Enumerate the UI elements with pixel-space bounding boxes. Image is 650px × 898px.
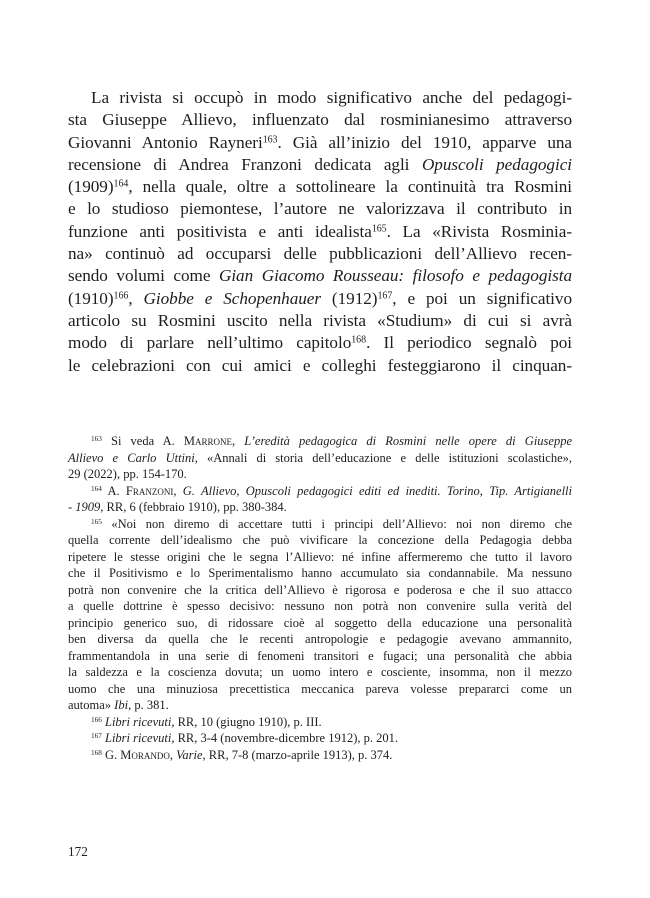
book-title: L’eredità pedagogica di Rosmini nelle opere di Giuseppe bbox=[244, 434, 572, 448]
text-run: a quelle dottrine è spesso decisivo: nessuno non potrà non convenire sulla verità del bbox=[68, 599, 572, 613]
footnote-166 bbox=[68, 714, 572, 731]
text-run: (1909) bbox=[68, 177, 114, 197]
text-run: . La «Rivista Rosminia- bbox=[386, 221, 573, 241]
text-run: articolo su Rosmini uscito nella rivista «Studium» di cui si avrà bbox=[68, 310, 572, 330]
footnote-ref[interactable]: 164 bbox=[113, 178, 129, 190]
text-run: e lo studioso piemontese, l’autore ne valorizzava il contributo in bbox=[68, 199, 572, 219]
footnote-ref[interactable]: 167 bbox=[377, 290, 393, 302]
text-line bbox=[68, 176, 572, 198]
footnote-ref[interactable]: 165 bbox=[371, 223, 387, 235]
text-run: «Noi non diremo di accettare tutti i principi dell’Allievo: noi non diremo che bbox=[101, 516, 572, 531]
footnote-number: 163 bbox=[91, 435, 102, 444]
footnote-163 bbox=[68, 433, 572, 450]
text-run: , p. 381. bbox=[128, 698, 169, 712]
text-run: La rivista si occupò in modo significativo anche del pedagogi- bbox=[91, 88, 572, 107]
text-line bbox=[68, 288, 572, 310]
text-line bbox=[68, 198, 572, 220]
text-run: ripetere le stesse origini che le segna l’Allievo: né infine affermeremo che tutto il lavoro bbox=[68, 549, 572, 564]
book-title: Libri ricevuti bbox=[105, 731, 172, 745]
footnote-167 bbox=[68, 730, 572, 747]
text-run: A. bbox=[101, 483, 126, 498]
footnote-line bbox=[68, 549, 572, 566]
text-run: sendo volumi come bbox=[68, 266, 219, 286]
text-run: automa» bbox=[68, 698, 115, 712]
text-run: . Il periodico segnalò poi bbox=[366, 333, 573, 353]
footnote-168 bbox=[68, 747, 572, 764]
footnote-165 bbox=[68, 516, 572, 533]
footnote-ref[interactable]: 168 bbox=[351, 334, 367, 346]
author-name: Franzoni bbox=[125, 483, 174, 498]
text-run: le celebrazioni con cui amici e colleghi festeggiarono il cinquan- bbox=[68, 355, 572, 375]
text-run: quella corrente dell’idealismo che può vivificare la concezione della Pedagogia debba bbox=[68, 533, 572, 547]
text-run: , bbox=[232, 434, 245, 448]
footnote-number: 168 bbox=[91, 748, 102, 757]
text-run: , bbox=[128, 288, 144, 308]
text-run: funzione anti positivista e anti idealista bbox=[68, 221, 372, 241]
text-line bbox=[68, 243, 572, 265]
book-title: G. Allievo, Opuscoli pedagogici editi ed inediti. Torino, Tip. Artigianelli bbox=[182, 483, 573, 498]
footnote-line bbox=[68, 631, 572, 648]
book-title: Varie bbox=[176, 747, 203, 762]
text-run: , RR, 6 (febbraio 1910), pp. 380-384. bbox=[100, 500, 287, 514]
text-run: recensione di Andrea Franzoni dedicata agli bbox=[68, 154, 422, 174]
text-run: (1910) bbox=[68, 288, 114, 308]
text-run: 29 (2022), pp. 154-170. bbox=[68, 467, 187, 481]
footnote-ref[interactable]: 163 bbox=[262, 134, 278, 146]
book-title: Gian Giacomo Rousseau: filosofo e pedagogista bbox=[218, 266, 572, 286]
footnote-line bbox=[68, 582, 572, 599]
text-run: , «Annali di storia dell’educazione e delle istituzioni scolastiche», bbox=[194, 450, 572, 465]
text-run: frammentandola in una serie di fenomeni transitori e fugaci; una personalità che abbia bbox=[68, 648, 572, 663]
text-run: Giovanni Antonio Rayneri bbox=[68, 132, 263, 152]
footnote-line bbox=[68, 532, 572, 549]
text-line bbox=[68, 154, 572, 176]
footnote-number: 167 bbox=[91, 732, 102, 741]
text-run: , RR, 3-4 (novembre-dicembre 1912), p. 201. bbox=[171, 731, 399, 745]
footnote-line bbox=[68, 450, 572, 467]
text-run: , RR, 7-8 (marzo-aprile 1913), p. 374. bbox=[202, 747, 393, 762]
main-paragraph bbox=[68, 87, 572, 377]
footnote-line bbox=[68, 499, 572, 516]
text-line bbox=[68, 310, 572, 332]
page-number: 172 bbox=[68, 844, 88, 859]
text-run: , RR, 10 (giugno 1910), p. III. bbox=[171, 714, 322, 729]
author-name: Marrone bbox=[183, 434, 232, 448]
text-line bbox=[68, 132, 572, 154]
book-title: Allievo e Carlo Uttini bbox=[68, 450, 195, 465]
text-run: , bbox=[173, 483, 183, 498]
text-line bbox=[68, 332, 572, 354]
footnote-line bbox=[68, 697, 572, 714]
author-name: Morando bbox=[120, 747, 170, 762]
text-run: , e poi un significativo bbox=[392, 288, 572, 308]
text-run: potrà non convenire che la critica dell’Allievo è rigorosa e poderosa e che il suo attacco bbox=[68, 582, 572, 597]
text-run: na» continuò ad occuparsi delle pubblicazioni dell’Allievo recen- bbox=[68, 244, 572, 264]
text-run: ben diversa da quella che le recenti antropologie e pedagogie avevano ammannito, bbox=[68, 632, 572, 646]
footnote-number: 166 bbox=[91, 715, 102, 724]
book-title: Giobbe e Schopenhauer bbox=[143, 288, 321, 308]
text-line bbox=[68, 221, 572, 243]
text-run: Si veda A. bbox=[101, 434, 184, 448]
text-run: sta Giuseppe Allievo, influenzato dal rosminianesimo attraverso bbox=[68, 110, 572, 130]
footnote-line bbox=[68, 565, 572, 582]
book-title: Opuscoli pedagogici bbox=[421, 154, 573, 174]
footnote-line bbox=[68, 466, 572, 483]
text-run: (1912) bbox=[321, 288, 378, 308]
text-run: uomo che una minuziosa precettistica meccanica pareva volesse prepararci come un bbox=[68, 681, 572, 696]
footnote-line bbox=[68, 648, 572, 665]
footnote-line bbox=[68, 615, 572, 632]
footnote-number: 165 bbox=[91, 517, 102, 526]
book-title: - 1909 bbox=[68, 500, 101, 514]
text-run: . Già all’inizio del 1910, apparve una bbox=[277, 132, 572, 152]
book-title: Libri ricevuti bbox=[105, 714, 172, 729]
text-run: modo di parlare nell’ultimo capitolo bbox=[68, 333, 352, 353]
text-run: che il Positivismo e lo Sperimentalismo hanno accumulato sia condannabile. Ma nessuno bbox=[68, 566, 572, 580]
text-run: , bbox=[169, 747, 177, 762]
text-line bbox=[68, 265, 572, 287]
footnote-number: 164 bbox=[91, 484, 102, 493]
text-run: G. bbox=[101, 747, 121, 762]
text-run: , nella quale, oltre a sottolineare la continuità tra Rosmini bbox=[128, 177, 572, 197]
text-run: principio generico suo, di ridossare cioè al soggetto della educazione una personalità bbox=[68, 615, 572, 630]
footnote-line bbox=[68, 598, 572, 615]
citation-abbr: Ibi bbox=[114, 698, 129, 712]
text-run: la saldezza e la coscienza dovuta; un uomo intero e cosciente, insomma, non il mezzo bbox=[68, 665, 572, 679]
text-line bbox=[68, 109, 572, 131]
text-line bbox=[68, 87, 572, 109]
footnote-ref[interactable]: 166 bbox=[113, 290, 129, 302]
footnotes bbox=[68, 433, 572, 763]
footnote-line bbox=[68, 681, 572, 698]
footnote-line bbox=[68, 664, 572, 681]
footnote-164 bbox=[68, 483, 572, 500]
text-line bbox=[68, 355, 572, 377]
